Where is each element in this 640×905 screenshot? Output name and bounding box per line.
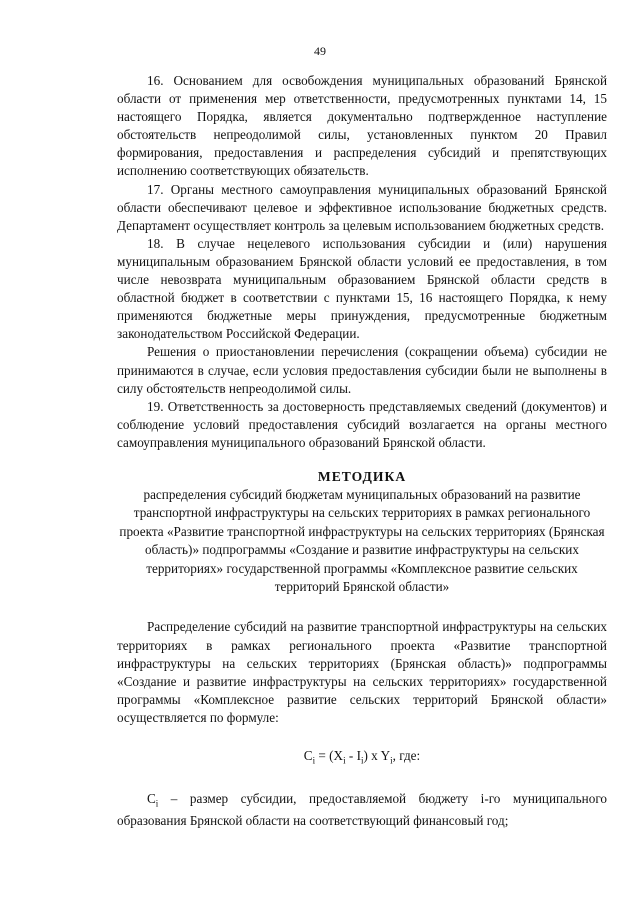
paragraph-17: 17. Органы местного самоуправления муниципальных образований Брянской области обеспечивают целевое и эффективное использование бюджетных средств. Департамент осуществляет контроль за целевым использованием бюджетных средств.	[117, 181, 607, 233]
paragraph-19: 19. Ответственность за достоверность представляемых сведений (документов) и соблюдение условий предоставления субсидий возлагается на органы местного самоуправления муниципального образований Брянской области.	[117, 398, 607, 450]
paragraph-16: 16. Основанием для освобождения муниципальных образований Брянской области от применения мер ответственности, предусмотренных пунктами 14, 15 настоящего Порядка, является документально подтвержденное наступление обстоятельств непреодолимой силы, установленных пунктом 20 Правил формирования, предоставления и распределения субсидий и препятствующих исполнению соответствующих обязательств.	[117, 73, 607, 179]
definition-ci: $C_i$ – размер субсидии, предоставляемой бюджету i-го муниципального образования Брянской области на соответствующий финансовый год;	[117, 790, 607, 829]
document-body	[117, 72, 607, 830]
definition-symbol: C	[147, 790, 156, 806]
paragraph-18: 18. В случае нецелевого использования субсидии и (или) нарушения муниципальным образованием Брянской области условий ее предоставления, в том числе невозврата муниципальным образованием Брянской области средств в областной бюджет в соответствии с пунктами 15, 16 настоящего Порядка, к нему применяются бюджетные меры принуждения, предусмотренные бюджетным законодательством Российской Федерации.	[117, 235, 607, 342]
section-subtitle: распределения субсидий бюджетам муниципальных образований на развитие транспортной инфраструктуры на сельских территориях в рамках регионального проекта «Развитие транспортной инфраструктуры на сельских территориях (Брянская область)» подпрограммы «Создание и развитие инфраструктуры на сельских территориях» государственной программы «Комплексное развитие сельских территорий Брянской области»	[119, 486, 605, 594]
formula-lhs: C	[303, 747, 313, 763]
intro-paragraph: Распределение субсидий на развитие транспортной инфраструктуры на сельских территориях в рамках регионального проекта «Развитие транспортной инфраструктуры на сельских территориях (Брянская область)» подпрограммы «Создание и развитие инфраструктуры на сельских территориях» государственной программы «Комплексное развитие сельских территорий Брянской области» осуществляется по формуле:	[117, 619, 607, 725]
paragraph-18-decisions: Решения о приостановлении перечисления (сокращении объема) субсидии не принимаются в случае, если условия предоставления субсидии были не выполнены в силу обстоятельств непреодолимой силы.	[117, 344, 607, 396]
page-number: 49	[314, 44, 326, 58]
definition-text: – размер субсидии, предоставляемой бюджету i-го муниципального образования Брянской области на соответствующий финансовый год;	[117, 790, 607, 829]
formula: $C_i = (X_i - I_i)$ x $Y_i$, где:	[303, 747, 421, 766]
section-title: МЕТОДИКА	[317, 468, 407, 484]
